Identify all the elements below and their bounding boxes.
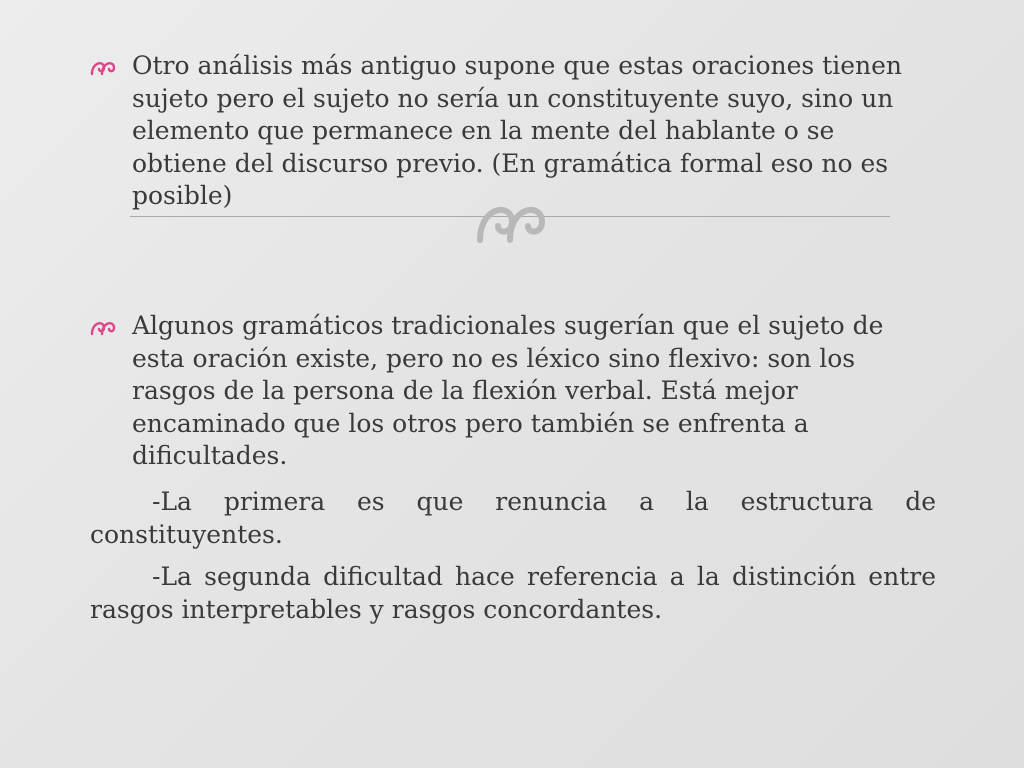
double-curl-bullet-icon [90, 318, 118, 336]
bullet-text: Algunos gramáticos tradicionales sugerían que el sujeto de esta oración existe, pero no es léxico sino flexivo: son los rasgos de la persona de la flexión verbal. Está mejor encaminado que los otros pero también se enfrenta a dificultades. [132, 311, 884, 470]
sub-paragraph: -La primera es que renuncia a la estructura de constituyentes. [90, 487, 936, 549]
bullet-item [90, 50, 940, 213]
double-curl-ornament-icon [474, 196, 554, 244]
sub-paragraph: -La segunda dificultad hace referencia a la distinción entre rasgos interpretables y rasgos concordantes. [90, 562, 936, 624]
bullet-item [90, 310, 940, 473]
bullet-text: Otro análisis más antiguo supone que estas oraciones tienen sujeto pero el sujeto no sería un constituyente suyo, sino un elemento que permanece en la mente del hablante o se obtiene del discurso previo. (En gramática formal eso no es posible) [132, 51, 903, 210]
double-curl-bullet-icon [90, 58, 118, 76]
